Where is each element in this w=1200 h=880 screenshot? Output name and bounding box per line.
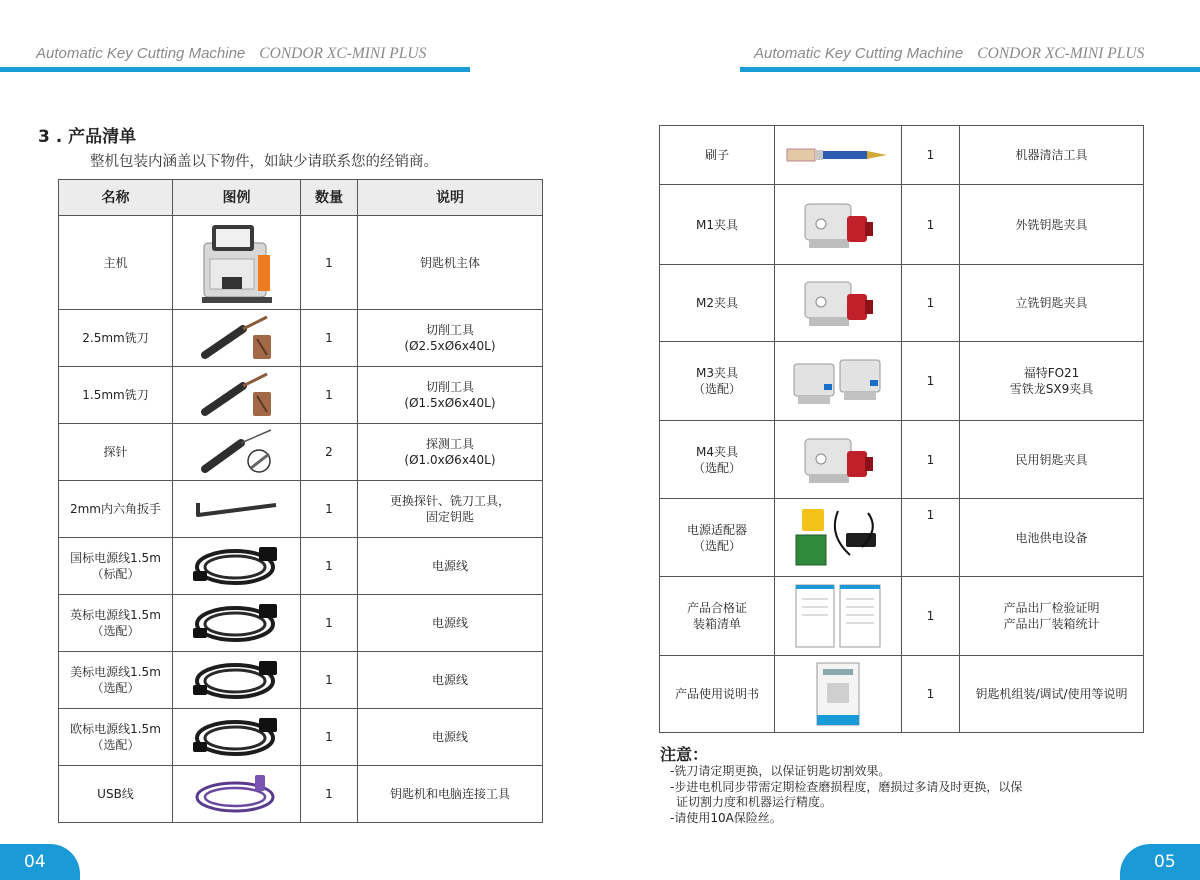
item-name: 欧标电源线1.5m （选配） xyxy=(59,709,173,766)
item-name: 电源适配器 （选配） xyxy=(660,499,775,577)
item-image xyxy=(173,310,301,367)
item-quantity: 1 xyxy=(301,481,358,538)
item-name: 产品使用说明书 xyxy=(660,656,775,733)
item-image xyxy=(775,342,902,421)
item-description: 产品出厂检验证明 产品出厂装箱统计 xyxy=(960,577,1144,656)
item-quantity: 1 xyxy=(301,652,358,709)
item-description: 福特FO21 雪铁龙SX9夹具 xyxy=(960,342,1144,421)
item-image xyxy=(173,424,301,481)
item-image xyxy=(173,652,301,709)
item-quantity: 2 xyxy=(301,424,358,481)
item-quantity: 1 xyxy=(301,310,358,367)
item-name: 探针 xyxy=(59,424,173,481)
page-number-left: 04 xyxy=(0,844,80,880)
item-image xyxy=(775,499,902,577)
item-name: 刷子 xyxy=(660,126,775,185)
item-quantity: 1 xyxy=(902,265,960,342)
product-list-table-right xyxy=(659,125,1144,733)
item-name: 产品合格证 装箱清单 xyxy=(660,577,775,656)
item-image xyxy=(775,577,902,656)
item-image xyxy=(775,126,902,185)
table-row xyxy=(660,656,1144,733)
notes-list xyxy=(670,764,1022,826)
table-row xyxy=(660,265,1144,342)
item-description: 钥匙机组装/调试/使用等说明 xyxy=(960,656,1144,733)
table-row xyxy=(59,310,543,367)
table-row xyxy=(660,499,1144,577)
header-rule-left xyxy=(0,67,470,72)
table-row xyxy=(660,185,1144,265)
item-quantity: 1 xyxy=(902,342,960,421)
item-name: 主机 xyxy=(59,216,173,310)
item-quantity: 1 xyxy=(902,656,960,733)
item-description: 切削工具 (Ø1.5xØ6x40L) xyxy=(358,367,543,424)
item-quantity: 1 xyxy=(902,421,960,499)
item-quantity: 1 xyxy=(902,185,960,265)
item-quantity: 1 xyxy=(902,499,960,577)
item-name: M4夹具 （选配） xyxy=(660,421,775,499)
column-header-qty: 数量 xyxy=(301,180,358,216)
item-image xyxy=(775,265,902,342)
item-name: M2夹具 xyxy=(660,265,775,342)
running-header-right xyxy=(754,44,1144,63)
header-title: Automatic Key Cutting Machine xyxy=(754,45,964,62)
note-line: -请使用10A保险丝。 xyxy=(670,810,782,825)
item-quantity: 1 xyxy=(301,595,358,652)
item-name: 英标电源线1.5m （选配） xyxy=(59,595,173,652)
item-quantity: 1 xyxy=(301,216,358,310)
item-description: 机器清洁工具 xyxy=(960,126,1144,185)
column-header-name: 名称 xyxy=(59,180,173,216)
table-row xyxy=(660,577,1144,656)
item-description: 电源线 xyxy=(358,652,543,709)
item-name: 2mm内六角扳手 xyxy=(59,481,173,538)
item-name: 美标电源线1.5m （选配） xyxy=(59,652,173,709)
item-image xyxy=(173,481,301,538)
table-row xyxy=(59,709,543,766)
table-row xyxy=(59,595,543,652)
item-image xyxy=(173,766,301,823)
item-image xyxy=(775,656,902,733)
item-quantity: 1 xyxy=(301,766,358,823)
item-name: 2.5mm铣刀 xyxy=(59,310,173,367)
header-model: CONDOR XC-MINI PLUS xyxy=(259,45,427,62)
table-row xyxy=(59,538,543,595)
item-quantity: 1 xyxy=(301,367,358,424)
notes-title: 注意： xyxy=(660,745,709,764)
item-image xyxy=(775,421,902,499)
item-name: 国标电源线1.5m （标配） xyxy=(59,538,173,595)
item-description: 钥匙机和电脑连接工具 xyxy=(358,766,543,823)
item-description: 电源线 xyxy=(358,538,543,595)
table-row xyxy=(59,216,543,310)
header-rule-right xyxy=(740,67,1200,72)
item-description: 立铣钥匙夹具 xyxy=(960,265,1144,342)
item-image xyxy=(173,595,301,652)
section-intro: 整机包装内涵盖以下物件，如缺少请联系您的经销商。 xyxy=(90,154,438,170)
item-quantity: 1 xyxy=(902,577,960,656)
table-row xyxy=(660,342,1144,421)
item-description: 电源线 xyxy=(358,709,543,766)
item-quantity: 1 xyxy=(301,709,358,766)
page-number-right: 05 xyxy=(1120,844,1200,880)
header-title: Automatic Key Cutting Machine xyxy=(36,45,246,62)
item-image xyxy=(775,185,902,265)
note-line: -铣刀请定期更换，以保证钥匙切割效果。 xyxy=(670,764,891,778)
item-description: 外铣钥匙夹具 xyxy=(960,185,1144,265)
column-header-image: 图例 xyxy=(173,180,301,216)
table-row xyxy=(660,421,1144,499)
item-description: 钥匙机主体 xyxy=(358,216,543,310)
item-description: 电池供电设备 xyxy=(960,499,1144,577)
item-name: M3夹具 （选配） xyxy=(660,342,775,421)
product-list-table-left xyxy=(58,179,543,823)
table-row xyxy=(59,766,543,823)
item-quantity: 1 xyxy=(902,126,960,185)
note-line: 证切割力度和机器运行精度。 xyxy=(676,795,833,809)
item-image xyxy=(173,538,301,595)
item-name: USB线 xyxy=(59,766,173,823)
table-row xyxy=(59,367,543,424)
table-row xyxy=(59,652,543,709)
running-header-left xyxy=(36,44,426,63)
header-model: CONDOR XC-MINI PLUS xyxy=(977,45,1145,62)
item-description: 探测工具 (Ø1.0xØ6x40L) xyxy=(358,424,543,481)
item-description: 民用钥匙夹具 xyxy=(960,421,1144,499)
column-header-description: 说明 xyxy=(358,180,543,216)
item-image xyxy=(173,216,301,310)
item-description: 电源线 xyxy=(358,595,543,652)
item-description: 更换探针、铣刀工具， 固定钥匙 xyxy=(358,481,543,538)
section-title: 3 . 产品清单 xyxy=(38,127,137,147)
item-name: 1.5mm铣刀 xyxy=(59,367,173,424)
table-row xyxy=(660,126,1144,185)
table-row xyxy=(59,481,543,538)
item-image xyxy=(173,709,301,766)
item-name: M1夹具 xyxy=(660,185,775,265)
table-row xyxy=(59,424,543,481)
item-image xyxy=(173,367,301,424)
item-quantity: 1 xyxy=(301,538,358,595)
note-line: -步进电机同步带需定期检查磨损程度，磨损过多请及时更换，以保 xyxy=(670,779,1023,794)
item-description: 切削工具 (Ø2.5xØ6x40L) xyxy=(358,310,543,367)
